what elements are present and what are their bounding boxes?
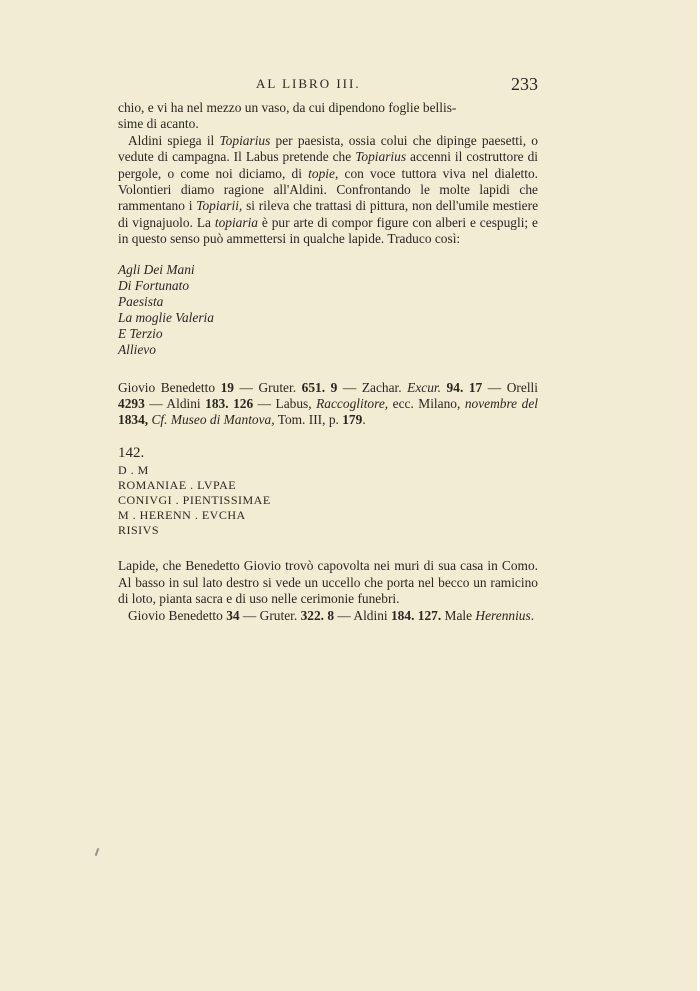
translation-verse xyxy=(118,262,538,358)
latin-inscription xyxy=(118,463,538,538)
italic-term: Topiarius xyxy=(219,132,271,148)
italic-term: Topiarii, xyxy=(196,198,243,214)
paragraph-continuation-line-1: chio, e vi ha nel mezzo un vaso, da cui dipendono foglie bellis- xyxy=(118,100,457,115)
paragraph-continuation xyxy=(118,100,538,133)
page-header xyxy=(118,74,538,96)
text-run: per paesista, ossia colui che dipinge paesetti, o vedute di campagna. Il Labus pretende che xyxy=(118,132,538,165)
text-run: Aldini spiega il xyxy=(128,132,220,148)
text-run: , con voce tuttora viva nel dialetto. Volontieri diamo ragione all'Aldini. Confrontando le molte lapidi che rammentano i xyxy=(118,165,538,214)
reference-number: 4293 xyxy=(118,396,145,412)
text-run: — Aldini xyxy=(144,396,206,412)
translation-line: La moglie Valeria xyxy=(118,309,214,325)
text-run: — Labus, xyxy=(253,396,317,412)
paragraph-continuation-line-2: sime di acanto. xyxy=(118,116,199,132)
reference-number: 34 xyxy=(226,607,240,623)
inscription-line: CONIVGI . PIENTISSIMAE xyxy=(118,493,271,508)
reference-number: 179 xyxy=(342,412,363,428)
reference-number: 651. 9 xyxy=(301,379,338,395)
italic-term: novembre del xyxy=(464,396,538,412)
reference-number: 322. 8 xyxy=(300,607,335,623)
italic-term: Excur. xyxy=(407,379,441,395)
text-run: si rileva che trattasi di pittura, non dell'umile mestiere di vignajuolo. La xyxy=(118,198,539,230)
text-run: — Orelli xyxy=(482,379,538,395)
italic-term: Cf. Museo di Mantova, xyxy=(148,412,275,428)
italic-term: Raccoglitore, xyxy=(316,396,389,412)
inscription-line: D . M xyxy=(118,463,149,478)
reference-number: 94. 17 xyxy=(441,379,483,395)
reference-number: 184. 127. xyxy=(390,607,442,623)
translation-line: Agli Dei Mani xyxy=(118,261,195,277)
reference-number: 183. 126 xyxy=(205,396,254,412)
page-body xyxy=(118,100,538,624)
translation-line: Paesista xyxy=(118,293,164,309)
references-141 xyxy=(118,380,538,429)
translation-line: E Terzio xyxy=(118,325,163,341)
text-run: è pur arte di compor figure con alberi e cespugli; e in questo senso può ammettersi in qualche lapide. Traduco così: xyxy=(118,214,538,247)
text-run: — Aldini xyxy=(334,607,391,623)
paragraph-aldini-topiarius xyxy=(118,133,538,248)
reference-number: 19 xyxy=(220,379,234,395)
text-run: accenni il costruttore di pergole, o come noi diciamo, di xyxy=(118,149,538,181)
reference-number: 1834, xyxy=(118,412,149,428)
text-run: Tom. III, p. xyxy=(274,412,343,428)
translation-line: Allievo xyxy=(118,341,156,357)
page-number: 233 xyxy=(511,74,538,94)
running-head: AL LIBRO III. xyxy=(256,76,361,91)
text-run: Giovio Benedetto xyxy=(128,607,227,623)
italic-term: Herennius xyxy=(475,607,531,623)
translation-line: Di Fortunato xyxy=(118,277,190,293)
text-run: — Gruter. xyxy=(239,607,301,623)
stray-mark xyxy=(95,848,100,856)
inscription-line: ROMANIAE . LVPAE xyxy=(118,478,237,493)
text-run: . xyxy=(362,412,366,428)
text-run: . xyxy=(530,607,535,623)
entry-number: 142. xyxy=(118,444,145,461)
inscription-line: M . HERENN . EVCHA xyxy=(118,508,246,523)
text-run: Male xyxy=(441,607,476,623)
italic-term: topiaria xyxy=(214,214,258,230)
paragraph-lapide-description: Lapide, che Benedetto Giovio trovò capovolta nei muri di sua casa in Como. Al basso in sul lato destro si vede un uccello che porta nel becco un ramicino di loto, pianta sacra e di uso nelle cerimonie funebri. xyxy=(118,558,538,607)
italic-term: Topiarius xyxy=(355,149,407,165)
text-run: — Gruter. xyxy=(234,379,302,395)
text-run: — Zachar. xyxy=(337,379,408,395)
text-run: Giovio Benedetto xyxy=(118,379,221,395)
italic-term: topie xyxy=(308,165,335,181)
references-142 xyxy=(118,608,538,624)
inscription-line: RISIVS xyxy=(118,523,160,538)
text-run: ecc. Milano, xyxy=(388,396,465,412)
